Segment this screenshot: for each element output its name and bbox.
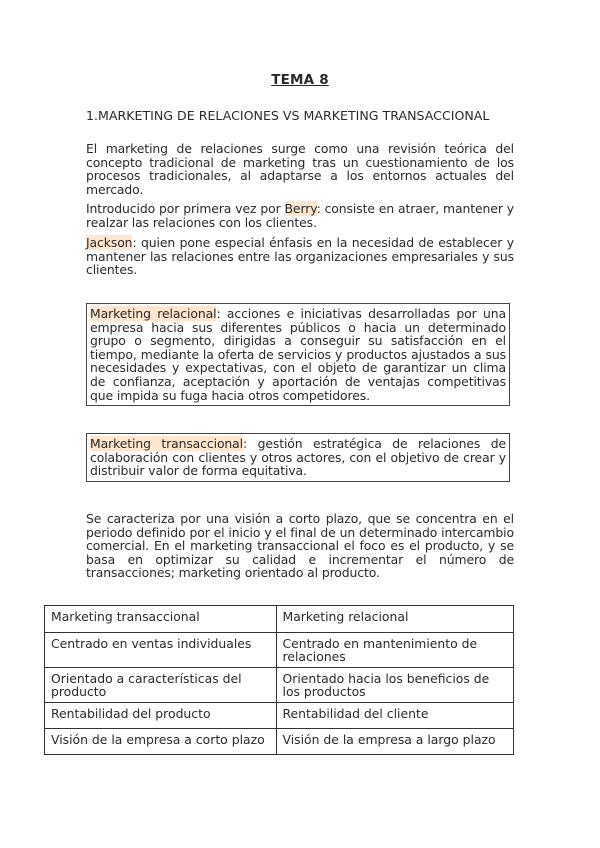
- table-header-transaccional: Marketing transaccional: [45, 606, 277, 633]
- table-header-relacional: Marketing relacional: [276, 606, 514, 633]
- table-cell: Visión de la empresa a corto plazo: [45, 729, 277, 755]
- table-row: [45, 703, 514, 729]
- page-title: TEMA 8: [271, 72, 329, 88]
- section-heading: 1.MARKETING DE RELACIONES VS MARKETING TRANSACCIONAL: [86, 108, 490, 123]
- jackson-paragraph: [86, 236, 514, 277]
- definition-box-relacional: [86, 303, 510, 406]
- definition-transaccional: : gestión estratégica de relaciones de colaboración con clientes y otros actores, con el objetivo de crear y distribuir valor de forma equitativa.: [90, 436, 506, 479]
- table-cell: Rentabilidad del cliente: [276, 703, 514, 729]
- table-header-row: [45, 606, 514, 633]
- table-cell: Orientado hacia los beneficios de los productos: [276, 668, 514, 703]
- table-cell: Visión de la empresa a largo plazo: [276, 729, 514, 755]
- comparison-table: [44, 605, 514, 755]
- table-row: [45, 633, 514, 668]
- berry-paragraph: [86, 202, 514, 229]
- jackson-after: : quien pone especial énfasis en la necesidad de establecer y mantener las relaciones entre las organizaciones empresariales y sus clientes.: [86, 235, 514, 278]
- table-cell: Centrado en ventas individuales: [45, 633, 277, 668]
- jackson-highlight: Jackson: [86, 235, 133, 250]
- characterization-paragraph: Se caracteriza por una visión a corto plazo, que se concentra en el periodo definido por el inicio y el final de un determinado intercambio comercial. En el marketing transaccional el foco es el producto, y se basa en optimizar su calidad e incrementar el número de transacciones; marketing orientado al producto.: [86, 511, 514, 581]
- definition-box-transaccional: [86, 433, 510, 482]
- term-transaccional: Marketing transaccional: [90, 436, 244, 451]
- intro-paragraph: El marketing de relaciones surge como una revisión teórica del concepto tradicional de marketing tras un cuestionamiento de los procesos tradicionales, al adaptarse a los entornos actuales del mercado.: [86, 141, 514, 197]
- table-cell: Rentabilidad del producto: [45, 703, 277, 729]
- table-cell: Orientado a características del producto: [45, 668, 277, 703]
- berry-after: : consiste en atraer, mantener y realzar las relaciones con los clientes.: [86, 201, 514, 230]
- berry-before: Introducido por primera vez por: [86, 201, 285, 216]
- table-row: [45, 729, 514, 755]
- definition-relacional: : acciones e iniciativas desarrolladas por una empresa hacia sus diferentes públicos o hacia un determinado grupo o segmento, dirigidas a conseguir su satisfacción en el tiempo, mediante la oferta de servicios y productos ajustados a sus necesidades y expectativas, con el objeto de garantizar un clima de confianza, aceptación y aportación de ventajas competitivas que impida su fuga hacia otros competidores.: [90, 306, 506, 403]
- table-cell: Centrado en mantenimiento de relaciones: [276, 633, 514, 668]
- table-row: [45, 668, 514, 703]
- berry-highlight: Berry: [284, 201, 317, 216]
- term-relacional: Marketing relacional: [90, 306, 217, 321]
